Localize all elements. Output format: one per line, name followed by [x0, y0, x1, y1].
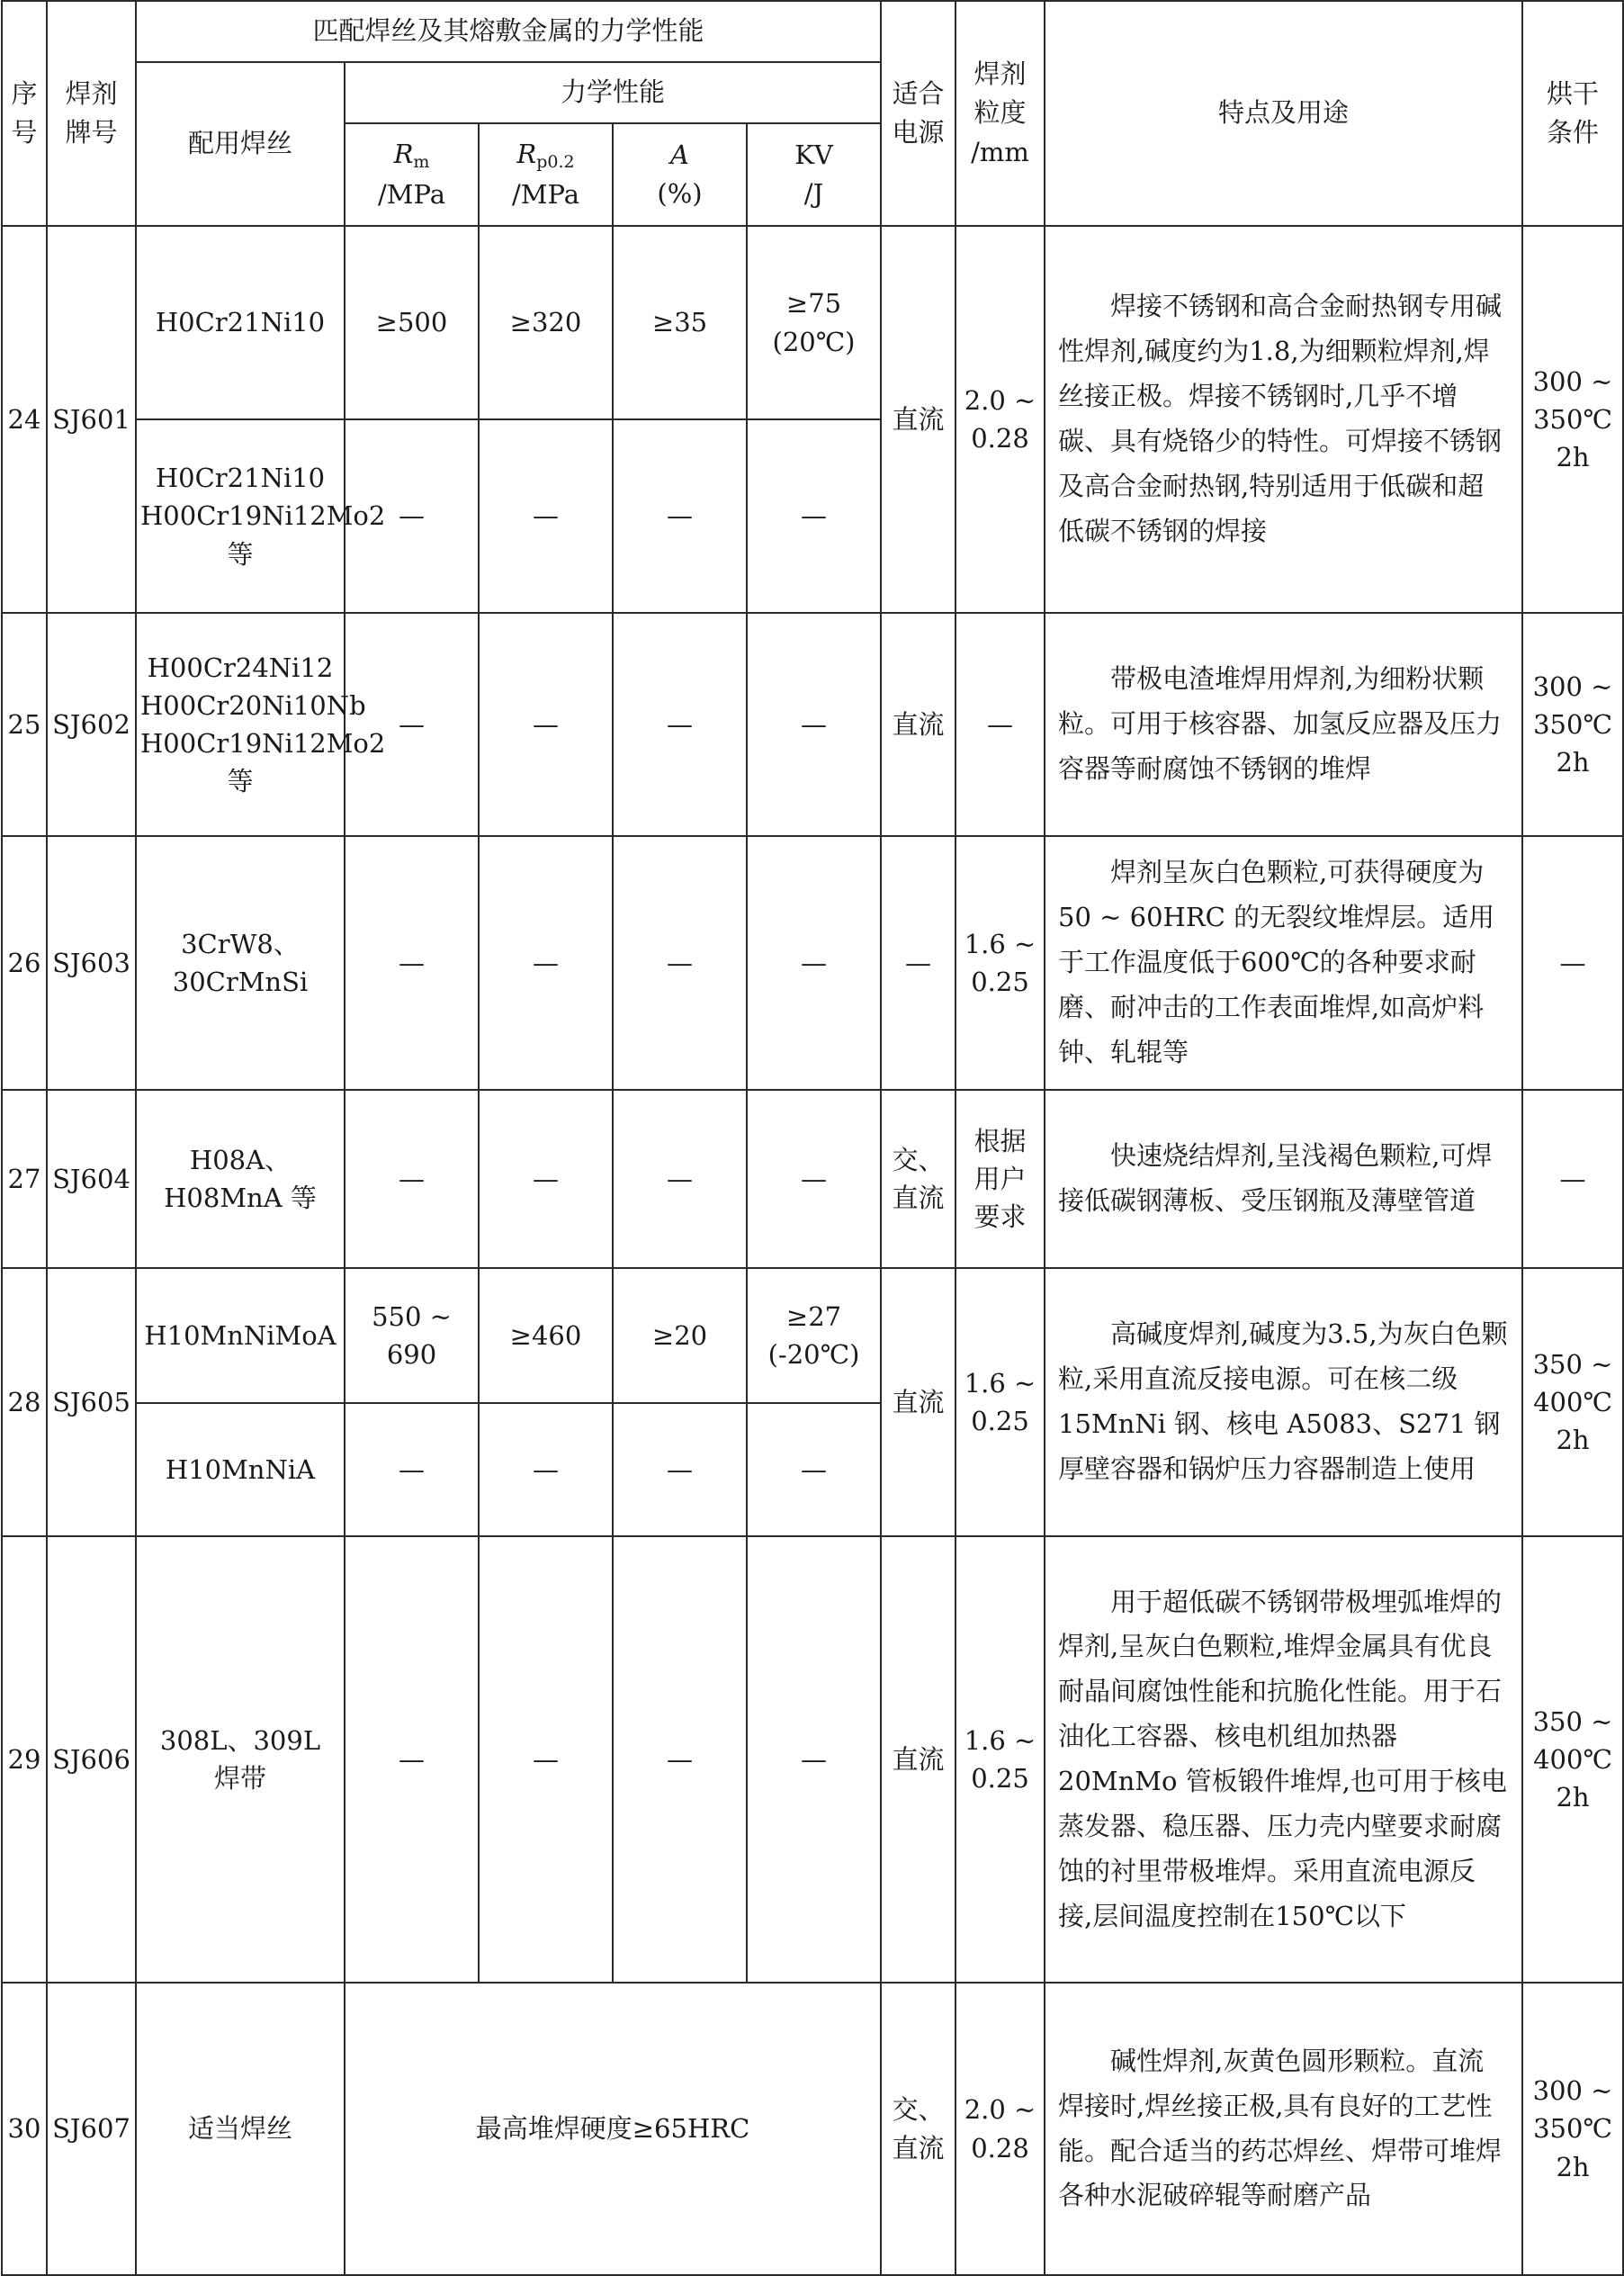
- row-power: 直流: [881, 1536, 956, 1983]
- row-merged-mech: 最高堆焊硬度≥65HRC: [345, 1983, 881, 2275]
- row-rp: —: [479, 613, 613, 836]
- row-rp: ≥320: [479, 226, 613, 419]
- row-kv: —: [747, 613, 881, 836]
- table-row: [2, 1536, 1623, 1983]
- row-rm: —: [345, 613, 479, 836]
- row-grain: 1.6 ~ 0.25: [956, 1268, 1045, 1536]
- header-rp: $R_{p0.2}$ /MPa: [479, 123, 613, 226]
- header-mech: 力学性能: [345, 62, 881, 123]
- row-grain: 1.6 ~ 0.25: [956, 1536, 1045, 1983]
- row-brand: SJ602: [47, 613, 136, 836]
- table-row: [2, 226, 1623, 419]
- row-usage: 焊剂呈灰白色颗粒,可获得硬度为50 ~ 60HRC 的无裂纹堆焊层。适用于工作温度低于600℃的各种要求耐磨、耐冲击的工作表面堆焊,如高炉料钟、轧辊等: [1045, 836, 1522, 1090]
- table-row: [2, 1983, 1623, 2275]
- row-a: —: [613, 419, 747, 613]
- row-wire: H08A、 H08MnA 等: [136, 1090, 345, 1268]
- row-rm: —: [345, 419, 479, 613]
- header-brand: 焊剂 牌号: [47, 1, 136, 226]
- header-kv: KV /J: [747, 123, 881, 226]
- header-seq: 序 号: [2, 1, 47, 226]
- row-rm: —: [345, 1403, 479, 1536]
- row-wire: H10MnNiMoA: [136, 1268, 345, 1403]
- row-rp: —: [479, 1536, 613, 1983]
- row-rm: —: [345, 1536, 479, 1983]
- row-a: —: [613, 1403, 747, 1536]
- row-no: 30: [2, 1983, 47, 2275]
- row-a: ≥35: [613, 226, 747, 419]
- row-rm: —: [345, 836, 479, 1090]
- row-power: —: [881, 836, 956, 1090]
- row-kv: ≥27 (-20℃): [747, 1268, 881, 1403]
- row-no: 29: [2, 1536, 47, 1983]
- row-a: ≥20: [613, 1268, 747, 1403]
- row-grain: 根据 用户 要求: [956, 1090, 1045, 1268]
- row-bake: 300 ~ 350℃ 2h: [1522, 613, 1623, 836]
- row-rm: —: [345, 1090, 479, 1268]
- row-brand: SJ607: [47, 1983, 136, 2275]
- row-a: —: [613, 1536, 747, 1983]
- row-power: 交、 直流: [881, 1983, 956, 2275]
- row-usage: 高碱度焊剂,碱度为3.5,为灰白色颗粒,采用直流反接电源。可在核二级 15MnNi 钢、核电 A5083、S271 钢厚壁容器和锅炉压力容器制造上使用: [1045, 1268, 1522, 1536]
- row-kv: —: [747, 1090, 881, 1268]
- row-kv: ≥75 (20℃): [747, 226, 881, 419]
- row-bake: 300 ~ 350℃ 2h: [1522, 1983, 1623, 2275]
- table-row: [2, 836, 1623, 1090]
- row-wire: 适当焊丝: [136, 1983, 345, 2275]
- row-brand: SJ603: [47, 836, 136, 1090]
- row-a: —: [613, 836, 747, 1090]
- row-kv: —: [747, 1536, 881, 1983]
- row-brand: SJ605: [47, 1268, 136, 1536]
- row-no: 26: [2, 836, 47, 1090]
- header-wire: 配用焊丝: [136, 62, 345, 226]
- flux-spec-table: [1, 0, 1624, 2276]
- header-power: 适合 电源: [881, 1, 956, 226]
- row-bake: 350 ~ 400℃ 2h: [1522, 1536, 1623, 1983]
- row-rp: —: [479, 1090, 613, 1268]
- header-rm: $R_m$ /MPa: [345, 123, 479, 226]
- header-a: A (%): [613, 123, 747, 226]
- header-grain: 焊剂 粒度 /mm: [956, 1, 1045, 226]
- row-wire: 3CrW8、30CrMnSi: [136, 836, 345, 1090]
- row-no: 27: [2, 1090, 47, 1268]
- table-row: [2, 1268, 1623, 1403]
- row-grain: 2.0 ~ 0.28: [956, 226, 1045, 613]
- row-bake: —: [1522, 1090, 1623, 1268]
- row-kv: —: [747, 1403, 881, 1536]
- row-wire: 308L、309L 焊带: [136, 1536, 345, 1983]
- row-power: 直流: [881, 1268, 956, 1536]
- row-brand: SJ601: [47, 226, 136, 613]
- row-usage: 带极电渣堆焊用焊剂,为细粉状颗粒。可用于核容器、加氢反应器及压力容器等耐腐蚀不锈钢的堆焊: [1045, 613, 1522, 836]
- row-power: 直流: [881, 613, 956, 836]
- row-usage: 用于超低碳不锈钢带极埋弧堆焊的焊剂,呈灰白色颗粒,堆焊金属具有优良耐晶间腐蚀性能和抗脆化性能。用于石油化工容器、核电机组加热器 20MnMo 管板锻件堆焊,也可用于核电蒸发器、稳压器、压力壳内壁要求耐腐蚀的衬里带极堆焊。采用直流电源反接,层间温度控制在150℃以下: [1045, 1536, 1522, 1983]
- row-no: 25: [2, 613, 47, 836]
- header-usage: 特点及用途: [1045, 1, 1522, 226]
- row-rp: —: [479, 836, 613, 1090]
- row-usage: 快速烧结焊剂,呈浅褐色颗粒,可焊接低碳钢薄板、受压钢瓶及薄壁管道: [1045, 1090, 1522, 1268]
- table-row: [2, 613, 1623, 836]
- row-rm: 550 ~ 690: [345, 1268, 479, 1403]
- row-rm: ≥500: [345, 226, 479, 419]
- row-a: —: [613, 613, 747, 836]
- row-wire: H10MnNiA: [136, 1403, 345, 1536]
- row-bake: —: [1522, 836, 1623, 1090]
- row-power: 直流: [881, 226, 956, 613]
- row-grain: 2.0 ~ 0.28: [956, 1983, 1045, 2275]
- row-rp: —: [479, 1403, 613, 1536]
- row-power: 交、 直流: [881, 1090, 956, 1268]
- row-wire: H0Cr21Ni10 H00Cr19Ni12Mo2 等: [136, 419, 345, 613]
- table-row: [2, 1090, 1623, 1268]
- row-grain: 1.6 ~ 0.25: [956, 836, 1045, 1090]
- row-a: —: [613, 1090, 747, 1268]
- row-bake: 350 ~ 400℃ 2h: [1522, 1268, 1623, 1536]
- row-usage: 焊接不锈钢和高合金耐热钢专用碱性焊剂,碱度约为1.8,为细颗粒焊剂,焊丝接正极。焊接不锈钢时,几乎不增碳、具有烧铬少的特性。可焊接不锈钢及高合金耐热钢,特别适用于低碳和超低碳不锈钢的焊接: [1045, 226, 1522, 613]
- row-kv: —: [747, 419, 881, 613]
- row-grain: —: [956, 613, 1045, 836]
- row-rp: ≥460: [479, 1268, 613, 1403]
- row-bake: 300 ~ 350℃ 2h: [1522, 226, 1623, 613]
- header-group: 匹配焊丝及其熔敷金属的力学性能: [136, 1, 881, 62]
- row-wire: H0Cr21Ni10: [136, 226, 345, 419]
- row-usage: 碱性焊剂,灰黄色圆形颗粒。直流焊接时,焊丝接正极,具有良好的工艺性能。配合适当的药芯焊丝、焊带可堆焊各种水泥破碎辊等耐磨产品: [1045, 1983, 1522, 2275]
- row-no: 28: [2, 1268, 47, 1536]
- row-no: 24: [2, 226, 47, 613]
- row-kv: —: [747, 836, 881, 1090]
- row-brand: SJ606: [47, 1536, 136, 1983]
- row-wire: H00Cr24Ni12 H00Cr20Ni10Nb H00Cr19Ni12Mo2 等: [136, 613, 345, 836]
- row-brand: SJ604: [47, 1090, 136, 1268]
- row-rp: —: [479, 419, 613, 613]
- header-bake: 烘干 条件: [1522, 1, 1623, 226]
